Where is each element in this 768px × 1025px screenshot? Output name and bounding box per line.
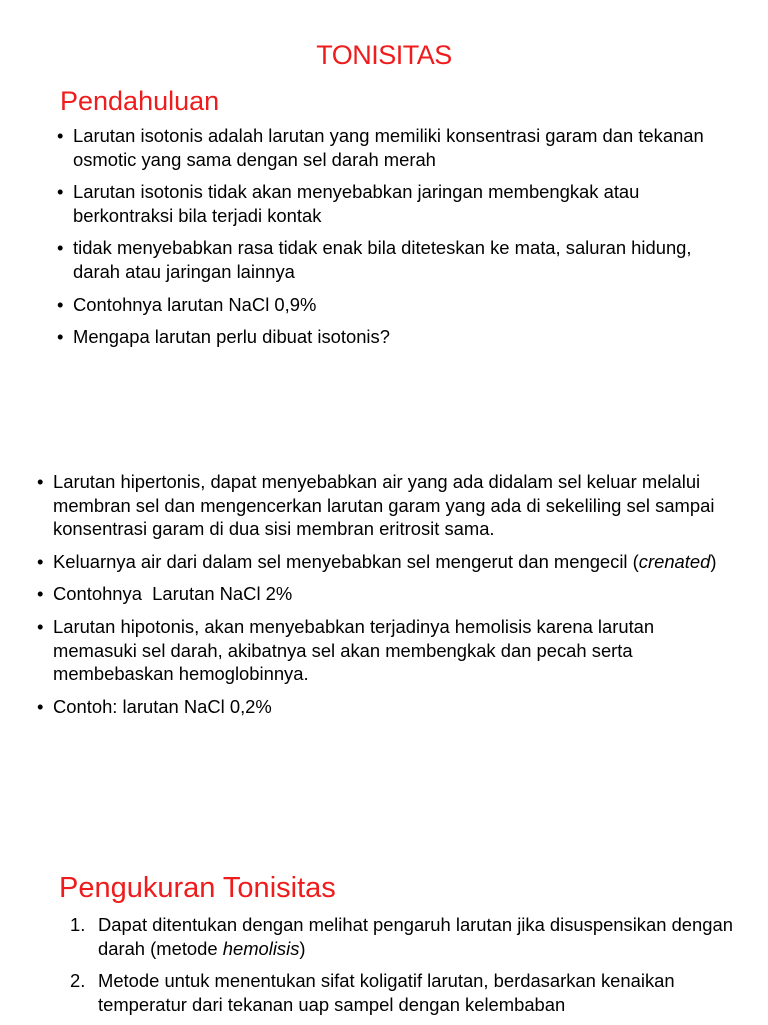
list-item: [37, 550, 737, 574]
numbered-item: [60, 913, 750, 960]
list-item-text: Dapat ditentukan dengan melihat pengaruh larutan jika disuspensikan dengan darah (metode: [98, 914, 733, 959]
item-number: 2.: [70, 970, 86, 992]
numbered-item: [60, 969, 750, 1016]
list-item: • Contohnya Larutan NaCl 2%: [37, 582, 737, 606]
list-item: • tidak menyebabkan rasa tidak enak bila diteteskan ke mata, saluran hidung, darah atau jaringan lainnya: [57, 236, 737, 283]
section-heading-pendahuluan: Pendahuluan: [60, 86, 220, 116]
list-item-text: Keluarnya air dari dalam sel menyebabkan sel mengerut dan mengecil (: [53, 550, 639, 572]
list-item: • Larutan isotonis adalah larutan yang memiliki konsentrasi garam dan tekanan osmotic yang sama dengan sel darah merah: [57, 124, 737, 171]
page-title: TONISITAS: [316, 40, 452, 70]
tonicity-types-list: [37, 470, 737, 727]
list-item: • Contoh: larutan NaCl 0,2%: [37, 695, 737, 719]
pendahuluan-list: [57, 124, 737, 358]
list-item: • Mengapa larutan perlu dibuat isotonis?: [57, 325, 737, 349]
list-item: • Contohnya larutan NaCl 0,9%: [57, 293, 737, 317]
list-item-text: ): [710, 550, 717, 572]
pengukuran-list: [60, 913, 750, 1025]
list-item: • Larutan hipotonis, akan menyebabkan terjadinya hemolisis karena larutan memasuki sel darah, akibatnya sel akan membengkak dan pecah serta membebaskan hemoglobinnya.: [37, 615, 737, 686]
section-heading-pengukuran: Pengukuran Tonisitas: [59, 872, 336, 904]
list-item: • Larutan hipertonis, dapat menyebabkan air yang ada didalam sel keluar melalui membran sel dan mengencerkan larutan garam yang ada di sekeliling sel sampai konsentrasi garam di dua sisi membran eritrosit sama.: [37, 470, 737, 541]
list-item: • Larutan isotonis tidak akan menyebabkan jaringan membengkak atau berkontraksi bila terjadi kontak: [57, 180, 737, 227]
item-number: 1.: [70, 914, 86, 935]
italic-term: crenated: [638, 550, 711, 572]
italic-term: hemolisis: [222, 937, 300, 959]
list-item-text: Metode untuk menentukan sifat koligatif larutan, berdasarkan kenaikan temperatur dari tekanan uap sampel dengan kelembaban: [98, 970, 675, 1015]
list-item-text: ): [299, 937, 306, 959]
